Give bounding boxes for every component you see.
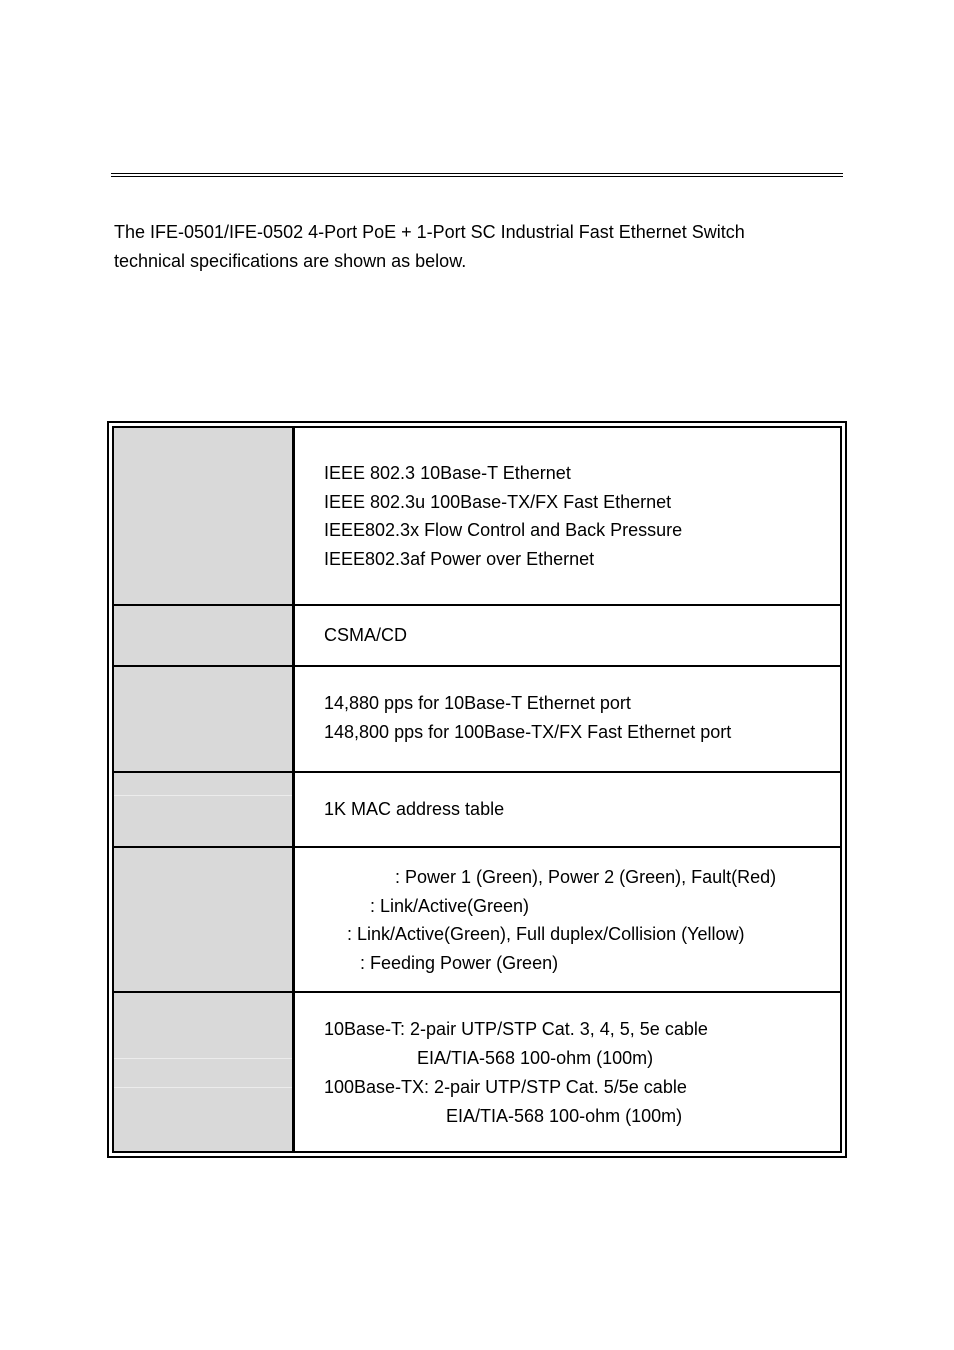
spec-row-access-method (114, 606, 840, 667)
spec-value-line: 14,880 pps for 10Base-T Ethernet port (324, 693, 631, 713)
spec-value-line: : Link/Active(Green) (370, 896, 530, 916)
spec-row-value (292, 993, 840, 1153)
spec-row-mac-table (114, 773, 840, 848)
intro-line-1: The IFE-0501/IFE-0502 4-Port PoE + 1-Port SC Industrial Fast Ethernet Switch (114, 222, 745, 242)
spec-value-line: IEEE802.3x Flow Control and Back Pressure (324, 520, 683, 540)
spec-value-line: IEEE 802.3 10Base-T Ethernet (324, 463, 571, 483)
spec-row-value (292, 606, 840, 665)
intro-line-2: technical specifications are shown as below. (114, 251, 467, 271)
spec-value-line: 10Base-T: 2-pair UTP/STP Cat. 3, 4, 5, 5e cable (324, 1019, 708, 1039)
spec-row-value (292, 667, 840, 771)
spec-table (107, 421, 847, 1158)
spec-value-line: EIA/TIA-568 100-ohm (100m) (446, 1106, 683, 1126)
spec-row-value (292, 773, 840, 846)
spec-row-led-indicators (114, 848, 840, 993)
spec-row-value (292, 848, 840, 991)
spec-row-label (114, 667, 292, 771)
spec-value-line: : Power 1 (Green), Power 2 (Green), Fault(Red) (395, 867, 777, 887)
spec-value-line: EIA/TIA-568 100-ohm (100m) (417, 1048, 654, 1068)
spec-value-line: 148,800 pps for 100Base-TX/FX Fast Ethernet port (324, 722, 732, 742)
header-rule-top (111, 173, 843, 174)
label-cell-divider (114, 1087, 292, 1088)
spec-value-line: IEEE 802.3u 100Base-TX/FX Fast Ethernet (324, 492, 672, 512)
spec-value-line: IEEE802.3af Power over Ethernet (324, 549, 595, 569)
spec-row-network-cables (114, 993, 840, 1153)
spec-row-label (114, 773, 292, 846)
spec-row-label (114, 428, 292, 604)
label-cell-divider (114, 795, 292, 796)
spec-value-line: : Feeding Power (Green) (360, 953, 559, 973)
spec-row-label (114, 848, 292, 991)
intro-paragraph (114, 218, 844, 276)
spec-value-line: 100Base-TX: 2-pair UTP/STP Cat. 5/5e cable (324, 1077, 687, 1097)
spec-row-value (292, 428, 840, 604)
spec-table-inner (112, 426, 842, 1153)
header-rule-bottom (111, 176, 843, 177)
label-cell-divider (114, 1058, 292, 1059)
spec-row-label (114, 993, 292, 1153)
spec-row-standards (114, 428, 840, 606)
spec-value-line: 1K MAC address table (324, 799, 505, 819)
spec-value-line: CSMA/CD (324, 625, 408, 645)
spec-row-filtering-rate (114, 667, 840, 773)
spec-row-label (114, 606, 292, 665)
spec-value-line: : Link/Active(Green), Full duplex/Collision (Yellow) (347, 924, 745, 944)
